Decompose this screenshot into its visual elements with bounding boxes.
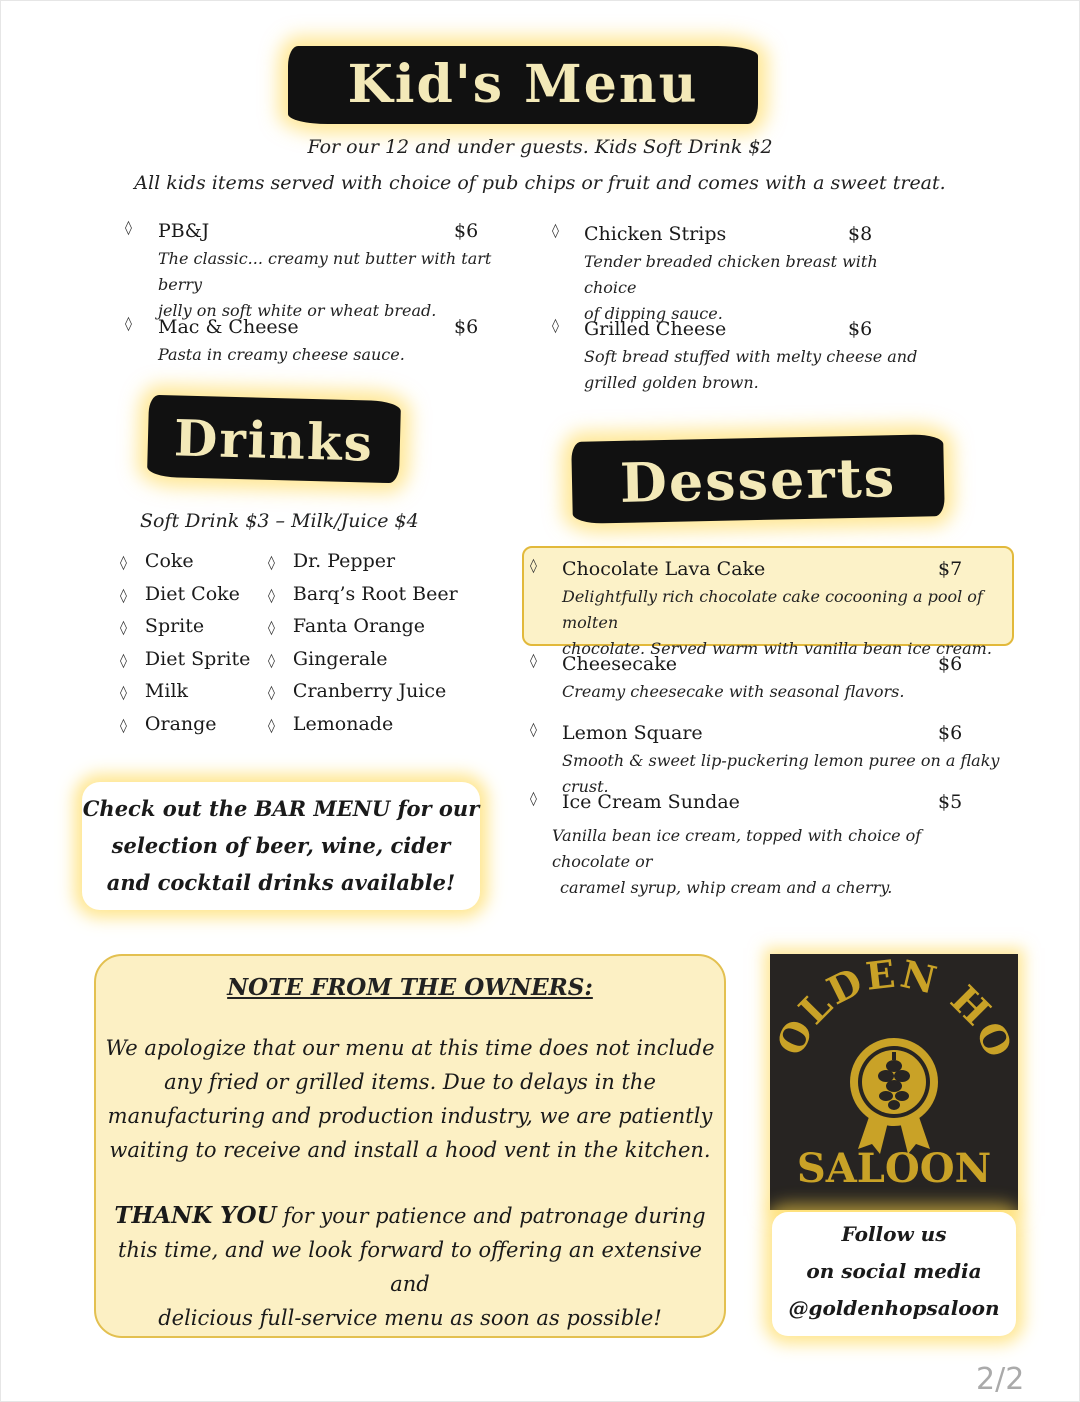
logo-bottom-text: SALOON xyxy=(796,1145,992,1192)
drinks-pricing: Soft Drink $3 – Milk/Juice $4 xyxy=(140,510,419,532)
item-price: $6 xyxy=(454,220,479,242)
bullet-icon: ◊ xyxy=(552,223,559,239)
bullet-icon: ◊ xyxy=(268,718,275,734)
follow-line-2: on social media xyxy=(806,1259,982,1283)
bullet-icon: ◊ xyxy=(268,653,275,669)
thank-you-emphasis: THANK YOU xyxy=(114,1202,277,1229)
note-thanks: THANK YOU for your patience and patronage during this time, and we look forward to offering an extensive and delicious full-service menu as soon as possible! xyxy=(114,1202,706,1330)
golden-hop-saloon-logo xyxy=(770,954,1018,1210)
item-desc-line-1: Vanilla bean ice cream, topped with choice of chocolate or xyxy=(552,826,922,871)
bullet-icon: ◊ xyxy=(268,685,275,701)
bullet-icon: ◊ xyxy=(120,588,127,604)
item-price: $6 xyxy=(454,316,479,338)
bullet-icon: ◊ xyxy=(125,220,132,236)
item-name: Chocolate Lava Cake xyxy=(562,558,766,580)
drink-item: ◊ Milk xyxy=(120,680,189,702)
bullet-icon: ◊ xyxy=(530,653,537,669)
page-indicator: 2/2 xyxy=(976,1362,1025,1397)
drink-item: ◊ Diet Coke xyxy=(120,583,240,605)
drink-item: ◊ Barq’s Root Beer xyxy=(268,583,458,605)
bullet-icon: ◊ xyxy=(530,722,537,738)
item-name: Chicken Strips xyxy=(584,223,727,245)
item-desc-line-1: Delightfully rich chocolate cake cocooning a pool of molten xyxy=(562,587,983,632)
item-price: $6 xyxy=(938,653,963,675)
logo-top-text: OLDEN HO xyxy=(770,954,1018,1066)
bullet-icon: ◊ xyxy=(120,718,127,734)
item-desc-line-1: Smooth & sweet lip-puckering lemon puree on a flaky crust. xyxy=(562,751,1000,796)
kids-item-grilled-cheese xyxy=(552,318,932,398)
item-desc-line-2: jelly on soft white or wheat bread. xyxy=(158,301,437,320)
note-apology: We apologize that our menu at this time does not include any fried or grilled items. Due to delays in the manufacturing and production industry, we are patiently waiting to receive and install a hood vent in the kitchen. xyxy=(105,1036,715,1162)
kids-item-mac-cheese xyxy=(125,316,525,370)
callout-line-3: and cocktail drinks available! xyxy=(106,870,456,895)
item-price: $7 xyxy=(938,558,963,580)
drink-item: ◊ Cranberry Juice xyxy=(268,680,447,702)
drink-item: ◊ Coke xyxy=(120,550,194,572)
item-desc-line-1: Tender breaded chicken breast with choice xyxy=(584,252,878,297)
item-desc-line-2: caramel syrup, whip cream and a cherry. xyxy=(560,878,893,897)
drink-item: ◊ Diet Sprite xyxy=(120,648,251,670)
dessert-item-cheesecake xyxy=(530,653,1010,707)
item-price: $6 xyxy=(938,722,963,744)
item-desc-line-1: Soft bread stuffed with melty cheese and xyxy=(584,347,918,366)
follow-line-1: Follow us xyxy=(841,1222,947,1246)
bullet-icon: ◊ xyxy=(552,318,559,334)
bullet-icon: ◊ xyxy=(120,555,127,571)
drink-item: ◊ Lemonade xyxy=(268,713,394,735)
item-desc-line-1: Pasta in creamy cheese sauce. xyxy=(158,345,405,364)
bullet-icon: ◊ xyxy=(120,653,127,669)
bullet-icon: ◊ xyxy=(125,316,132,332)
callout-line-1: Check out the BAR MENU for our xyxy=(82,796,480,821)
item-desc-line-2: grilled golden brown. xyxy=(584,373,759,392)
item-price: $8 xyxy=(848,223,873,245)
bullet-icon: ◊ xyxy=(268,620,275,636)
drink-item: ◊ Dr. Pepper xyxy=(268,550,396,572)
dessert-item-lemon-square xyxy=(530,722,1010,796)
drinks-heading: Drinks xyxy=(147,395,401,484)
kids-menu-heading: Kid's Menu xyxy=(288,46,758,124)
note-title: NOTE FROM THE OWNERS: xyxy=(227,974,593,1001)
drink-item: ◊ Fanta Orange xyxy=(268,615,426,637)
item-name: Lemon Square xyxy=(562,722,703,744)
bullet-icon: ◊ xyxy=(120,620,127,636)
item-name: Mac & Cheese xyxy=(158,316,299,338)
item-name: PB&J xyxy=(158,220,210,242)
item-desc-line-2: of dipping sauce. xyxy=(584,304,723,323)
item-price: $5 xyxy=(938,791,963,813)
kids-intro-line-2: All kids items served with choice of pub chips or fruit and comes with a sweet treat. xyxy=(134,172,946,194)
bar-menu-callout xyxy=(82,782,480,910)
social-handle[interactable]: @goldenhopsaloon xyxy=(788,1296,1000,1320)
item-desc-line-1: Creamy cheesecake with seasonal flavors. xyxy=(562,682,905,701)
item-price: $6 xyxy=(848,318,873,340)
bullet-icon: ◊ xyxy=(530,791,537,807)
kids-intro-line-1: For our 12 and under guests. Kids Soft Drink $2 xyxy=(307,136,773,158)
drink-item: ◊ Gingerale xyxy=(268,648,388,670)
drink-item: ◊ Orange xyxy=(120,713,217,735)
bullet-icon: ◊ xyxy=(120,685,127,701)
item-name: Ice Cream Sundae xyxy=(562,791,740,813)
desserts-heading: Desserts xyxy=(571,434,945,524)
logo-graphic xyxy=(770,954,1018,1210)
bullet-icon: ◊ xyxy=(530,558,537,574)
drink-item: ◊ Sprite xyxy=(120,615,205,637)
item-desc-line-1: The classic... creamy nut butter with tart berry xyxy=(158,249,492,294)
item-name: Cheesecake xyxy=(562,653,677,675)
social-follow-callout xyxy=(772,1212,1016,1336)
kids-item-pbj xyxy=(125,220,525,320)
item-desc-line-2: chocolate. Served warm with vanilla bean ice cream. xyxy=(562,639,992,658)
item-name: Grilled Cheese xyxy=(584,318,727,340)
owners-note xyxy=(94,954,726,1338)
bullet-icon: ◊ xyxy=(268,555,275,571)
dessert-item-ice-cream-sundae xyxy=(530,791,1010,897)
bullet-icon: ◊ xyxy=(268,588,275,604)
dessert-item-lava-cake xyxy=(530,558,1010,658)
kids-item-chicken-strips xyxy=(552,223,932,323)
callout-line-2: selection of beer, wine, cider xyxy=(111,833,451,858)
